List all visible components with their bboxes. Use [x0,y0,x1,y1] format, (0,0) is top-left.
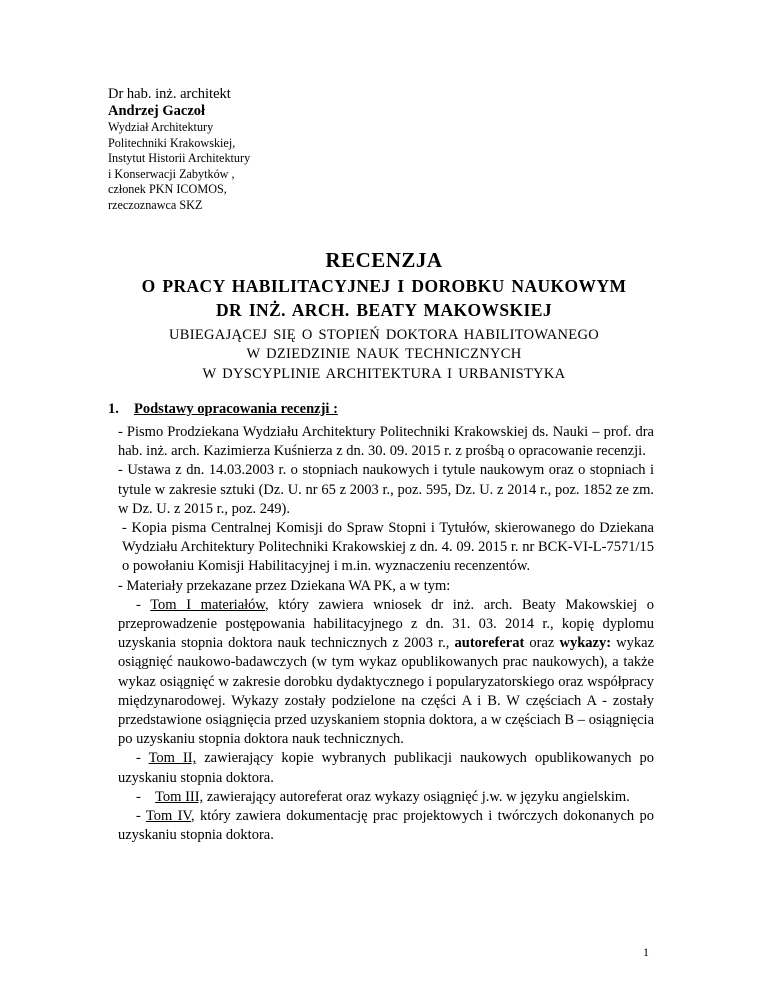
title-subject-line-5: W DYSCYPLINIE ARCHITEKTURA I URBANISTYKA [202,366,566,382]
paragraph: - Pismo Prodziekana Wydziału Architektury Politechniki Krakowskiej ds. Nauki – prof. dra hab. inż. arch. Kazimierza Kuśnierza z dn. 30. 09. 2015 r. z prośbą o opracowanie recenzji. [118,424,654,460]
author-title: Dr hab. inż. architekt [108,86,231,102]
title-subject-line-4: W DZIEDZINIE NAUK TECHNICZNYCH [246,346,522,362]
wykazy-bold: wykazy: [559,635,612,652]
tom-3-label: Tom III, [155,788,204,805]
paragraph: - Kopia pisma Centralnej Komisji do Spraw Stopni i Tytułów, skierowanego do Dziekana Wydziału Architektury Politechniki Krakowskiej z dn. 4. 09. 2015 r. nr BCK-VI-L-7571/15 o powołaniu Komisji Habilitacyjnej i m.in. wyznaczeniu recenzentów. [122,520,654,575]
section-heading [108,401,338,418]
tom-4-text: , który zawiera dokumentację prac projektowych i twórczych dokonanych po uzyskaniu stopnia doktora. [118,808,654,844]
paragraph-tom-2 [118,749,654,787]
dash: - [136,750,149,767]
autoreferat-bold: autoreferat [454,635,525,652]
title-subject-line-3: UBIEGAJĄCEJ SIĘ O STOPIEŃ DOKTORA HABILITOWANEGO [169,327,599,343]
document-title: RECENZJA [325,248,443,272]
tom-2-label: Tom II, [148,750,197,767]
tom-1-text: , który zawiera wniosek dr inż. arch. Beaty Makowskiej o przeprowadzenie postępowania habilitacyjnego z dn. 31. 03. 2014 r., kopię dyplomu uzyskania stopnia doktora nauk technicznych z 2003 r., [118,596,654,652]
dash: - [136,788,156,805]
author-affiliation-line: członek PKN ICOMOS, [108,182,227,196]
section-title: Podstawy opracowania recenzji : [134,401,338,417]
dash: - [136,596,151,613]
paragraph: - Materiały przekazane przez Dziekana WA PK, a w tym: [118,577,451,594]
author-affiliation-line: Instytut Historii Architektury [108,151,251,165]
paragraph: - Ustawa z dn. 14.03.2003 r. o stopniach naukowych i tytule naukowym oraz o stopniach i tytule w zakresie sztuki (Dz. U. nr 65 z 2003 r., poz. 595, Dz. U. z 2014 r., poz. 1852 ze zm. w Dz. U. z 2015 r., poz. 249). [118,462,654,517]
tom-4-label: Tom IV [145,808,192,825]
tom-3-text: zawierający autoreferat oraz wykazy osiągnięć j.w. w języku angielskim. [203,788,630,805]
tom-1-label: Tom I materiałów [150,596,265,613]
author-name: Andrzej Gaczoł [108,103,206,119]
dash: - [136,808,146,825]
paragraph-tom-3 [118,788,654,807]
section-number: 1. [108,401,119,417]
author-affiliation-line: i Konserwacji Zabytków , [108,166,235,181]
author-affiliation-line: Wydział Architektury [108,120,214,134]
page-number: 1 [643,945,649,959]
tom-1-text-cont: wykaz osiągnięć naukowo-badawczych (w tym wykaz opublikowanych prac naukowych), a także wykaz osiągnięć w zakresie dorobku dydaktycznego i popularyzatorskiego oraz współpracy międzynarodowej. Wykazy zostały podzielone na części A i B. W częściach A - zostały przedstawione osiągnięcia przed uzyskaniem stopnia doktora, a w częściach B – osiągnięcia po uzyskaniu stopnia doktora nauk technicznych. [118,635,655,748]
section-body [118,423,654,845]
title-subject-line-2: DR INŻ. ARCH. BEATY MAKOWSKIEJ [215,300,552,320]
tom-2-text: zawierający kopie wybranych publikacji naukowych opublikowanych po uzyskaniu stopnia doktora. [118,750,654,786]
author-affiliation-line: rzeczoznawca SKZ [108,197,203,212]
paragraph-tom-1 [118,596,654,750]
author-block [108,86,250,213]
author-affiliation-line: Politechniki Krakowskiej, [108,135,236,150]
paragraph-tom-4 [118,807,654,845]
and-text: oraz [524,635,560,652]
title-subject-line-1: O PRACY HABILITACYJNEJ I DOROBKU NAUKOWYM [141,276,627,296]
